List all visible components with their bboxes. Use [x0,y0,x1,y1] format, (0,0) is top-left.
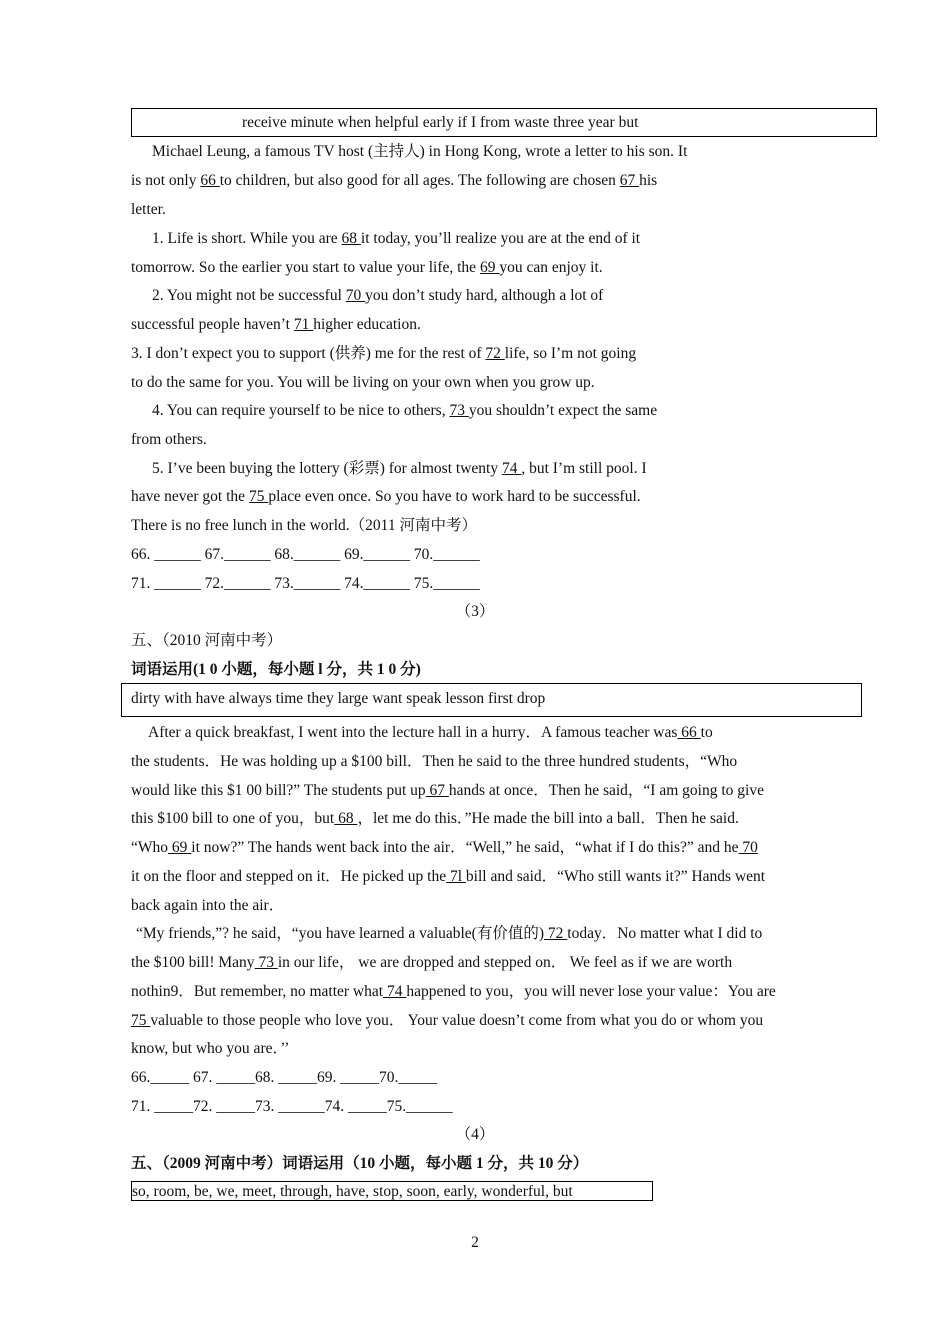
word-box-text: receive minute when helpful early if I from waste three year but [242,114,639,131]
blank-74[interactable]: 74 [501,460,522,477]
section-number: （3） [455,603,495,620]
blank-66[interactable]: 66 [200,172,220,189]
word-box-section-5 [131,1181,653,1201]
passage-line: 2. You might not be successful 70 you don’t study hard, although a lot of [152,287,604,304]
passage-line: Michael Leung, a famous TV host (主持人) in Hong Kong, wrote a letter to his son. It [152,143,688,160]
section-heading: 五、（2009 河南中考）词语运用（10 小题，每小题 1 分，共 10 分） [131,1155,589,1172]
word-box-section-3 [131,108,877,137]
blank-69[interactable]: 69 [168,839,192,856]
passage-line: 1. Life is short. While you are 68 it today, you’ll realize you are at the end of it [152,230,641,247]
section-subheading: 词语运用(1 0 小题，每小题 l 分，共 1 0 分) [131,661,421,678]
passage-line: the $100 bill! Many 73 in our life， we are dropped and stepped on． We feel as if we are worth [131,954,733,971]
section-number: （4） [455,1126,495,1143]
word-box-text: so, room, be, we, meet, through, have, stop, soon, early, wonderful, but [132,1183,573,1200]
passage-line: to do the same for you. You will be living on your own when you grow up. [131,374,595,391]
answer-row[interactable]: 66._____ 67. _____68. _____69. _____70._____ [131,1069,438,1086]
blank-70[interactable]: 70 [345,287,366,304]
blank-68[interactable]: 68 [334,810,358,827]
blank-72[interactable]: 72 [485,345,505,362]
passage-line: from others. [131,431,207,448]
answer-row[interactable]: 66. ______ 67.______ 68.______ 69.______ 70.______ [131,546,480,563]
blank-67[interactable]: 67 [425,782,449,799]
passage-line: 75 valuable to those people who love you． Your value doesn’t come from what you do or whom you [131,1012,764,1029]
passage-line: have never got the 75 place even once. So you have to work hard to be successful. [131,488,641,505]
passage-line: would like this $1 00 bill?” The students put up 67 hands at once．Then he said，“I am going to give [131,782,764,799]
passage-line: 3. I don’t expect you to support (供养) me for the rest of 72 life, so I’m not going [131,345,637,362]
page-number: 2 [471,1234,479,1251]
passage-line: letter. [131,201,166,218]
word-box-text: dirty with have always time they large want speak lesson first drop [131,690,546,707]
blank-73[interactable]: 73 [254,954,278,971]
word-box-section-4 [121,683,862,717]
blank-73[interactable]: 73 [449,402,469,419]
passage-line: know, but who you are．’’ [131,1040,290,1057]
blank-74[interactable]: 74 [383,983,407,1000]
passage-line: 5. I’ve been buying the lottery (彩票) for almost twenty 74 , but I’m still pool. I [152,460,647,477]
blank-71[interactable]: 7l [446,868,466,885]
passage-line: it on the floor and stepped on it．He picked up the 7l bill and said．“Who still wants it?” Hands went [131,868,766,885]
blank-75[interactable]: 75 [248,488,269,505]
passage-line: successful people haven’t 71 higher education. [131,316,421,333]
passage-line: this $100 bill to one of you，but 68 ，let me do this．”He made the bill into a ball．Then he said. [131,810,739,827]
blank-71[interactable]: 71 [293,316,314,333]
passage-line: back again into the air． [131,897,285,914]
passage-line: tomorrow. So the earlier you start to value your life, the 69 you can enjoy it. [131,259,603,276]
passage-line: the students．He was holding up a $100 bill．Then he said to the three hundred students，“Who [131,753,738,770]
blank-68[interactable]: 68 [341,230,361,247]
passage-line: “Who 69 it now?” The hands went back into the air．“Well,” he said，“what if I do this?” and he 70 [131,839,758,856]
blank-66[interactable]: 66 [677,724,701,741]
passage-line: There is no free lunch in the world.（2011 河南中考） [131,517,477,534]
passage-line: “My friends,”? he said，“you have learned a valuable(有价值的) 72 today．No matter what I did to [136,925,763,942]
passage-line: 4. You can require yourself to be nice to others, 73 you shouldn’t expect the same [152,402,658,419]
blank-70[interactable]: 70 [738,839,758,856]
blank-69[interactable]: 69 [479,259,500,276]
answer-row[interactable]: 71. ______ 72.______ 73.______ 74.______ 75.______ [131,575,480,592]
passage-line: is not only 66 to children, but also good for all ages. The following are chosen 67 his [131,172,658,189]
blank-72[interactable]: 72 [544,925,568,942]
blank-67[interactable]: 67 [619,172,640,189]
passage-line: nothin9．But remember, no matter what 74 happened to you，you will never lose your value：You are [131,983,776,1000]
answer-row[interactable]: 71. _____72. _____73. ______74. _____75.______ [131,1098,453,1115]
section-heading: 五、（2010 河南中考） [131,632,283,649]
blank-75[interactable]: 75 [131,1012,151,1029]
passage-line: After a quick breakfast, I went into the lecture hall in a hurry．A famous teacher was 66 to [148,724,713,741]
